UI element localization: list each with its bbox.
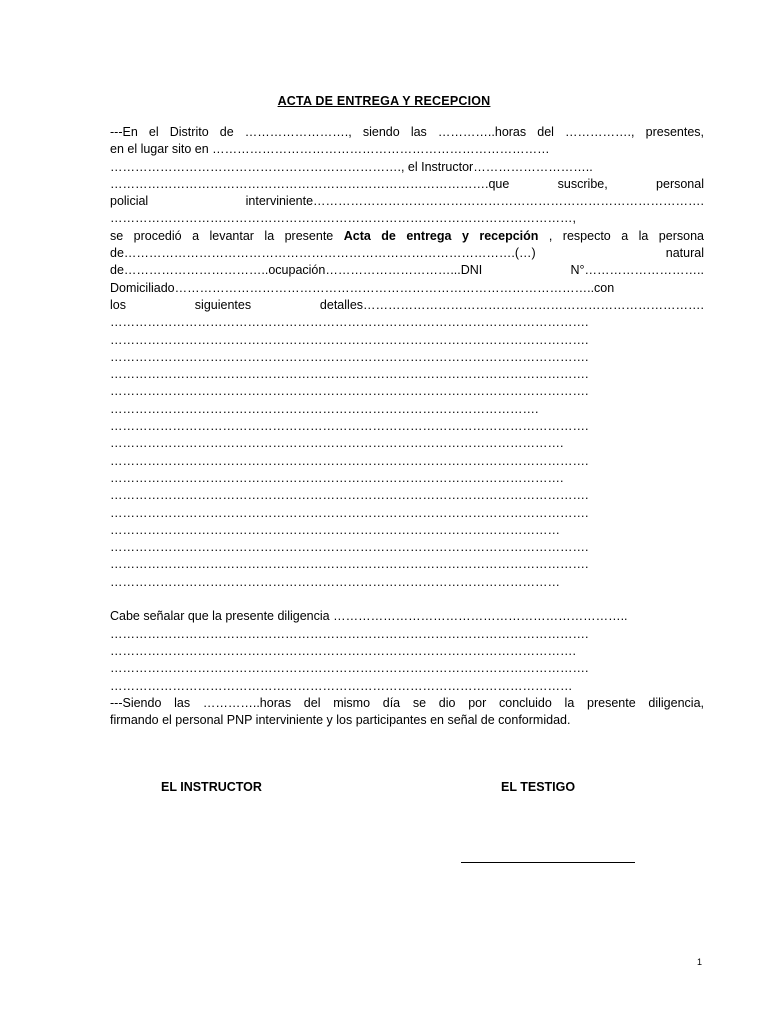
dotted-line: ……………………………………………………………………………………………… — [110, 522, 560, 537]
paragraph-line: …………………………………………………………………………………………………, — [110, 211, 576, 226]
paragraph-line: ……………………………………………………………., el Instructor……………………….. — [110, 159, 593, 174]
document-body — [110, 124, 704, 729]
dotted-line: ……………………………………………………………………………………………………. — [110, 349, 589, 364]
dotted-line: ……………………………………………………………………………………………………. — [110, 626, 589, 641]
instructor-signature-label: EL INSTRUCTOR — [161, 780, 262, 794]
dotted-line: ………………………………………………………………………………………………. — [110, 436, 564, 451]
paragraph-gap — [110, 591, 704, 608]
dotted-line: ……………………………………………………………………………………………… — [110, 574, 560, 589]
paragraph-line — [110, 228, 704, 245]
dotted-line: ……………………………………………………………………………………………………. — [110, 367, 589, 382]
dotted-line: ……………………………………………………………………………………………………. — [110, 505, 589, 520]
paragraph-line: ---En el Distrito de ……………………., siendo las …………..horas del ……………., presentes, — [110, 125, 704, 139]
dotted-line: …………………………………………………………………………………………………. — [110, 643, 576, 658]
witness-signature-label: EL TESTIGO — [501, 780, 576, 794]
dotted-line: ……………………………………………………………………………………………………. — [110, 661, 589, 676]
dotted-line: ……………………………………………………………………………………………………. — [110, 488, 589, 503]
dotted-line: ………………………………………………………………………………………………. — [110, 470, 564, 485]
paragraph-line: policial interviniente…………………………………………………………………………………. — [110, 194, 704, 209]
dotted-line: ……………………………………………………………………………………………………. — [110, 315, 589, 330]
paragraph-line: ……………………………………………………………………………….que suscribe, personal — [110, 176, 704, 191]
dotted-line: ……………………………………………………………………………………………………. — [110, 453, 589, 468]
paragraph-line: firmando el personal PNP interviniente y los participantes en señal de conformidad. — [110, 713, 571, 728]
document-type-bold: Acta de entrega y recepción — [343, 228, 539, 243]
paragraph-line: de………………………………………………………………………………….(…) natural — [110, 246, 704, 261]
paragraph-line: Domiciliado………………………………………………………………………………………..con — [110, 280, 615, 295]
paragraph-line: de……………………………..ocupación…………………………...DNI N°……………………….. — [110, 263, 704, 278]
paragraph-line: en el lugar sito en ……………………………………………………………………… — [110, 142, 550, 157]
dotted-line: ………………………………………………………………………………………………… — [110, 678, 573, 693]
dotted-line: …………………………………………………………………………………………. — [110, 401, 539, 416]
document-title: ACTA DE ENTREGA Y RECEPCION — [277, 94, 491, 108]
signature-line — [461, 862, 635, 863]
dotted-line: ……………………………………………………………………………………………………. — [110, 419, 589, 434]
paragraph-line: Cabe señalar que la presente diligencia …………………………………………………………….. — [110, 609, 628, 624]
dotted-line: ……………………………………………………………………………………………………. — [110, 384, 589, 399]
paragraph-line: los siguientes detalles………………………………………………………………………. — [110, 297, 704, 312]
line-text: se procedió a levantar la presente — [110, 228, 344, 243]
dotted-line: ……………………………………………………………………………………………………. — [110, 540, 589, 555]
line-text: , respecto a la persona — [538, 228, 704, 243]
paragraph-line: ---Siendo las …………..horas del mismo día se dio por concluido la presente diligencia, — [110, 695, 704, 710]
dotted-line: ……………………………………………………………………………………………………. — [110, 332, 589, 347]
dotted-line: ……………………………………………………………………………………………………. — [110, 557, 589, 572]
page-number: 1 — [697, 957, 703, 967]
